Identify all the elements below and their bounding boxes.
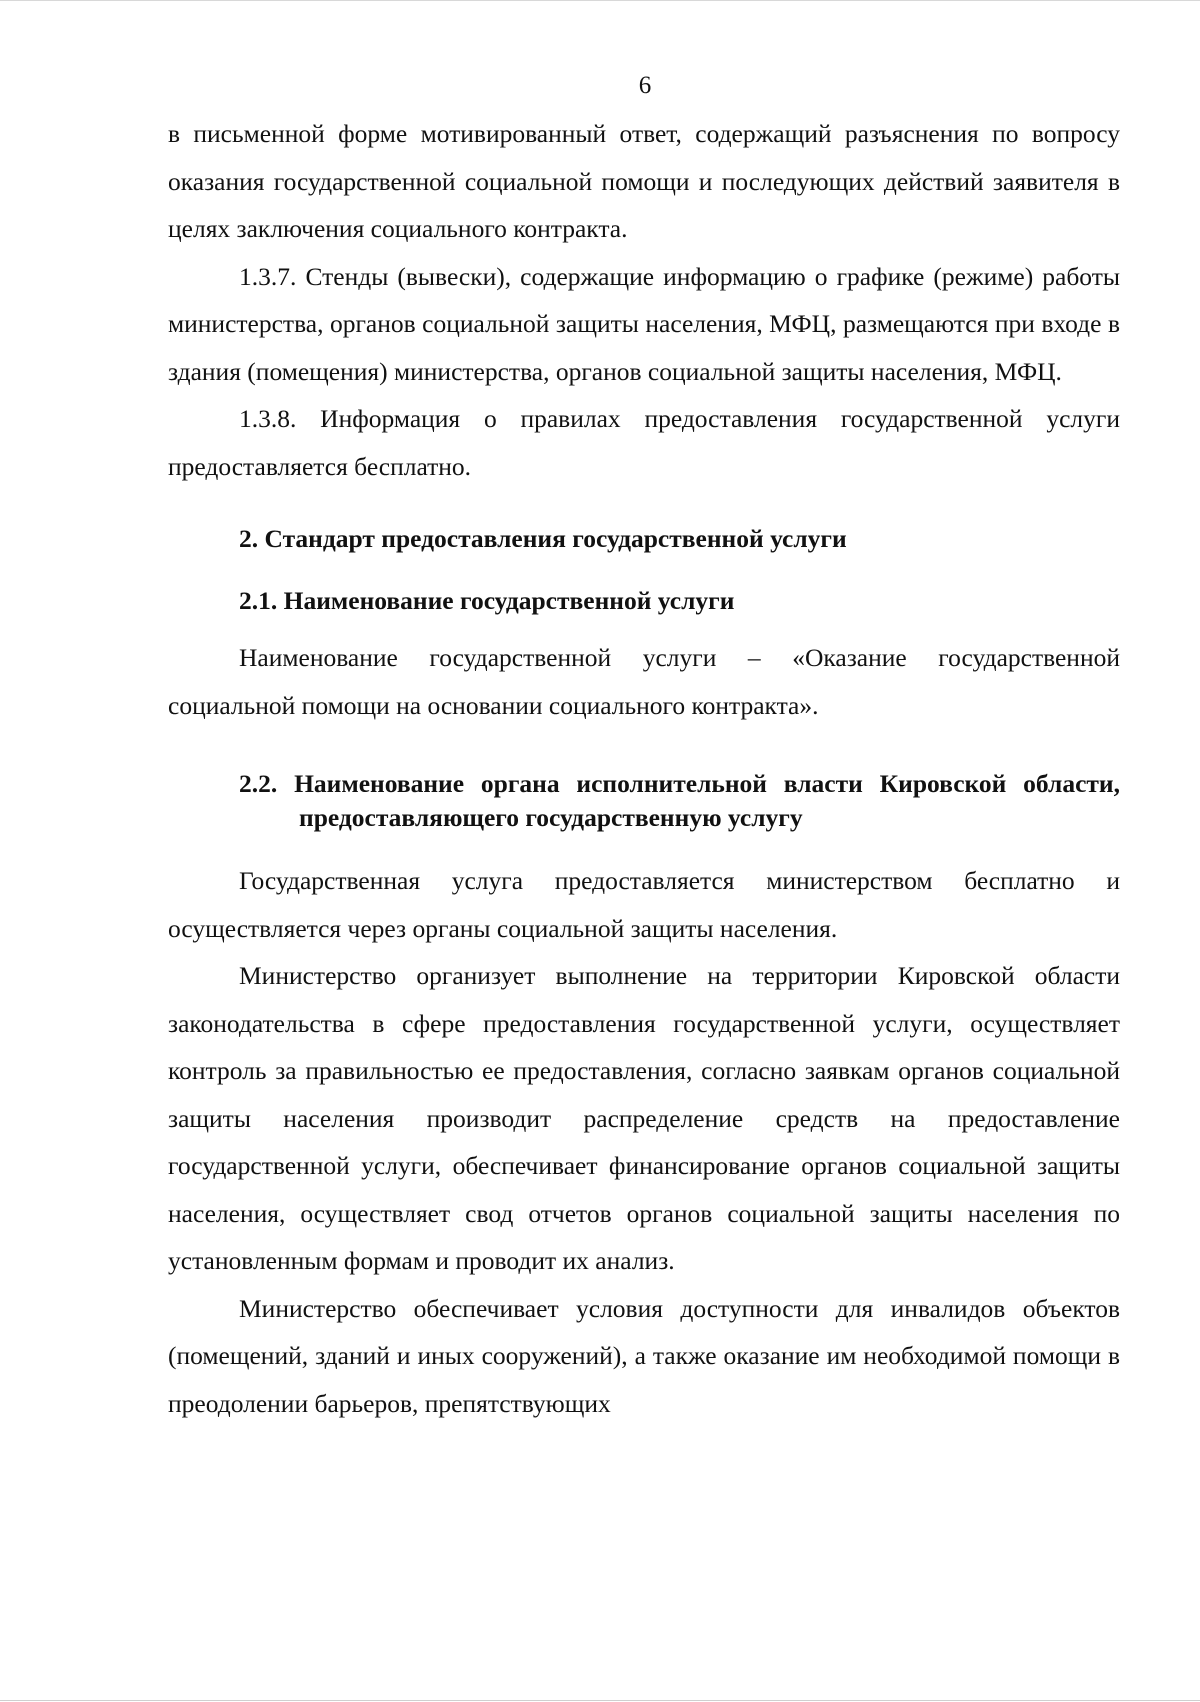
paragraph-service-name: Наименование государственной услуги – «Оказание государственной социальной помощи на основании социального контракта». [168, 643, 1120, 720]
scan-edge-bottom [0, 1700, 1200, 1701]
subsection-heading-2-1: 2.1. Наименование государственной услуги [239, 586, 735, 615]
page-number: 6 [638, 72, 652, 99]
section-heading-2: 2. Стандарт предоставления государственной услуги [239, 524, 847, 553]
paragraph-ministry-duties: Министерство организует выполнение на территории Кировской области законодательства в сфере предоставления государственной услуги, осуществляет контроль за правильностью ее предоставления, согласно заявкам органов социальной защиты населения производит распределение средств на предоставление государственной услуги, обеспечивает финансирование органов социальной защиты населения, осуществляет свод отчетов органов социальной защиты населения по установленным формам и проводит их анализ. [168, 961, 1120, 1275]
paragraph-1-3-7: 1.3.7. Стенды (вывески), содержащие информацию о графике (режиме) работы министерства, органов социальной защиты населения, МФЦ, размещаются при входе в здания (помещения) министерства, органов социальной защиты населения, МФЦ. [168, 261, 1120, 386]
subsection-heading-2-2: 2.2. Наименование органа исполнительной власти Кировской области, предоставляющего государственную услугу [239, 769, 1120, 832]
paragraph-service-provider: Государственная услуга предоставляется министерством бесплатно и осуществляется через органы социальной защиты населения. [168, 866, 1120, 943]
paragraph-continuation: в письменной форме мотивированный ответ, содержащий разъяснения по вопросу оказания государственной социальной помощи и последующих действий заявителя в целях заключения социального контракта. [168, 119, 1120, 243]
document-body [168, 110, 1120, 1427]
paragraph-1-3-8: 1.3.8. Информация о правилах предоставления государственной услуги предоставляется бесплатно. [168, 404, 1120, 481]
paragraph-accessibility: Министерство обеспечивает условия доступности для инвалидов объектов (помещений, зданий и иных сооружений), а также оказание им необходимой помощи в преодолении барьеров, препятствующих [168, 1293, 1120, 1418]
scan-edge-top [0, 0, 1200, 1]
